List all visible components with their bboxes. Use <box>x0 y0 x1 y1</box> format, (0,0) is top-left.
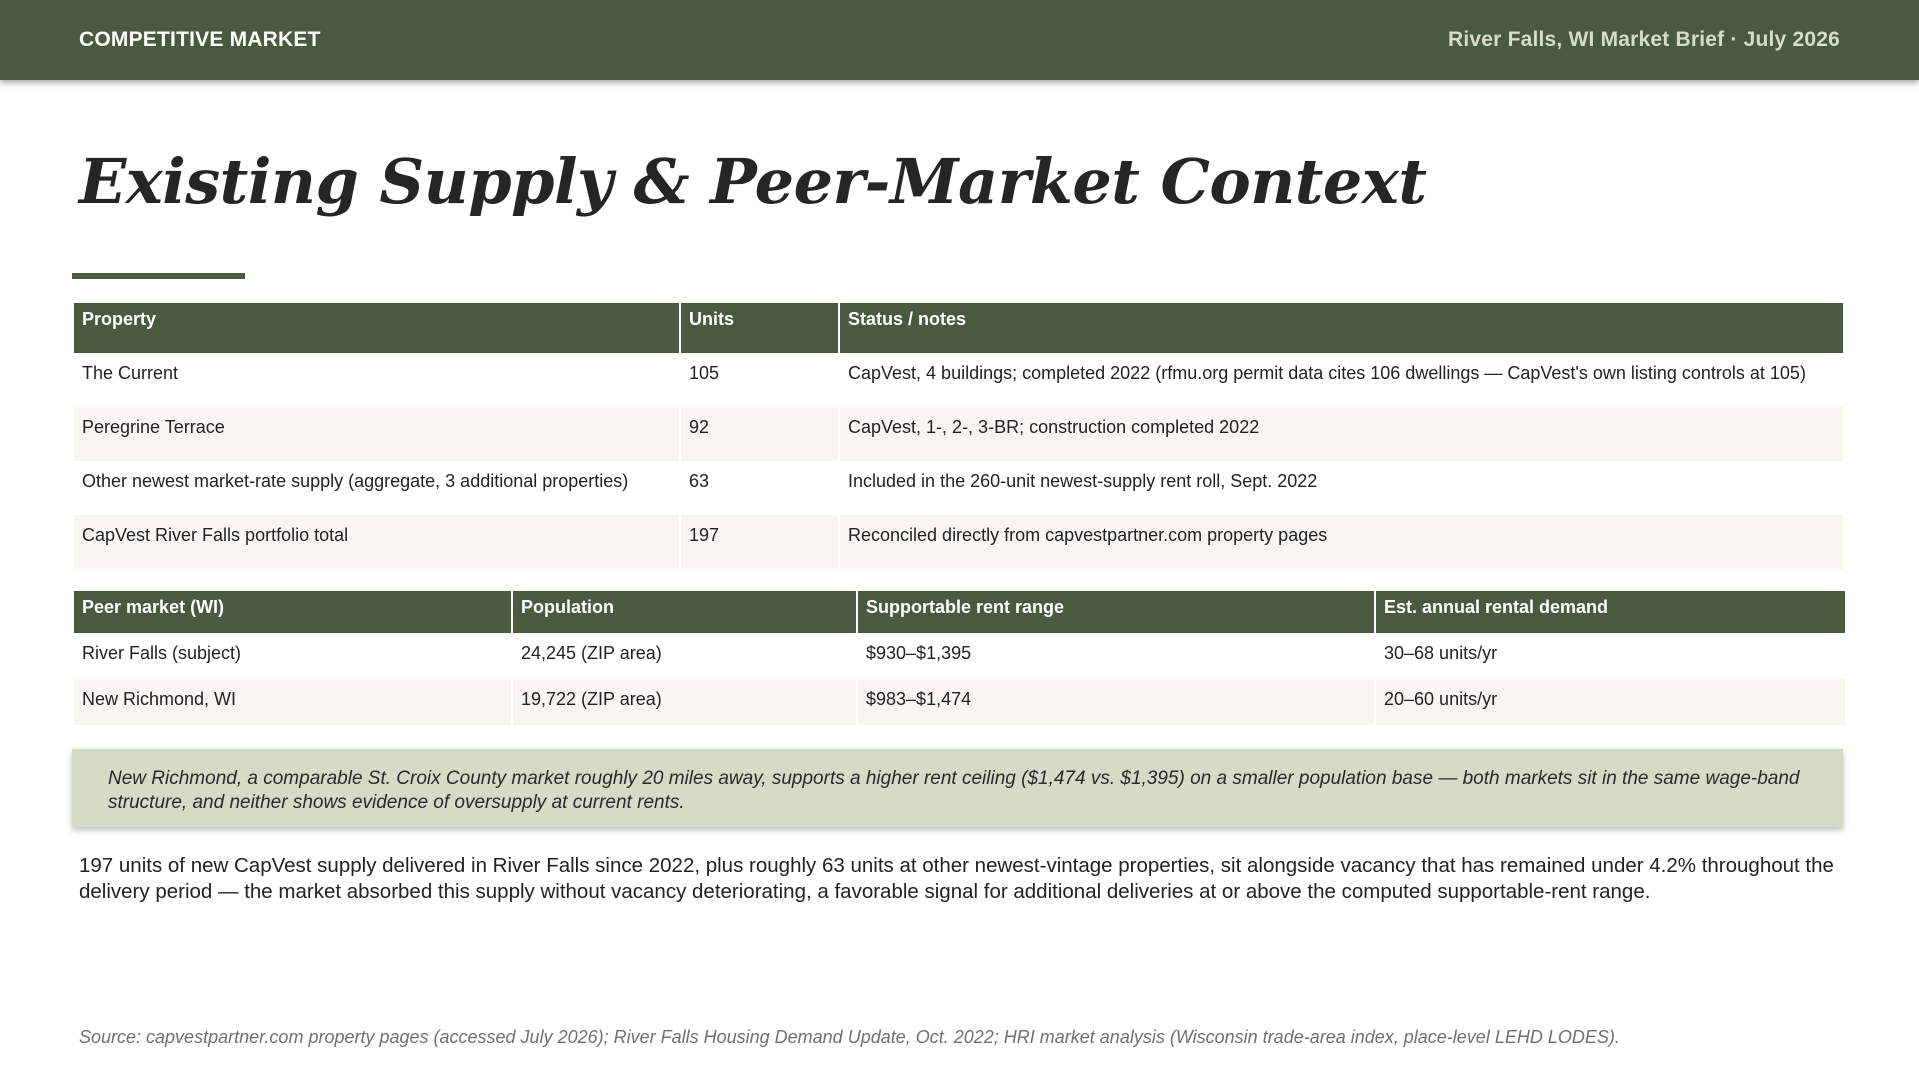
cell-market: New Richmond, WI <box>74 679 511 725</box>
cell-property: CapVest River Falls portfolio total <box>74 515 679 569</box>
column-header-units: Units <box>681 303 838 353</box>
cell-units: 197 <box>681 515 838 569</box>
column-header-rent-range: Supportable rent range <box>858 591 1374 633</box>
cell-notes: CapVest, 1-, 2-, 3-BR; construction completed 2022 <box>840 407 1843 461</box>
peer-table-header <box>74 591 1845 633</box>
cell-notes: Reconciled directly from capvestpartner.com property pages <box>840 515 1843 569</box>
column-header-demand: Est. annual rental demand <box>1376 591 1845 633</box>
source-note: Source: capvestpartner.com property pages (accessed July 2026); River Falls Housing Demand Update, Oct. 2022; HRI market analysis (Wisconsin trade-area index, place-level LEHD LODES). <box>79 1027 1620 1047</box>
cell-units: 63 <box>689 471 710 491</box>
callout-box: New Richmond, a comparable St. Croix County market roughly 20 miles away, supports a higher rent ceiling ($1,474 vs. $1,395) on a smaller population base — both markets sit in the same wage-band structure, and neither shows evidence of oversupply at current rents. <box>72 749 1843 827</box>
table-row <box>74 461 1843 515</box>
cell-rent-range: $983–$1,474 <box>858 679 1374 725</box>
table-row <box>74 515 1843 569</box>
table-row <box>74 633 1845 679</box>
header-bar <box>0 0 1919 80</box>
cell-population: 19,722 (ZIP area) <box>513 679 856 725</box>
column-header-status: Status / notes <box>840 303 1843 353</box>
brief-label: River Falls, WI Market Brief · July 2026 <box>1448 28 1840 51</box>
table-row <box>74 353 1843 407</box>
peer-market-table <box>72 591 1847 725</box>
column-header-population: Population <box>513 591 856 633</box>
section-label: COMPETITIVE MARKET <box>79 28 321 51</box>
page-title: Existing Supply & Peer-Market Context <box>79 145 1427 218</box>
cell-rent-range: $930–$1,395 <box>866 643 972 663</box>
cell-notes: CapVest, 4 buildings; completed 2022 (rfmu.org permit data cites 106 dwellings — CapVest's own listing controls at 105) <box>848 363 1806 383</box>
title-underline <box>72 273 245 279</box>
cell-units: 105 <box>689 363 720 383</box>
table-row <box>74 679 1845 725</box>
cell-market: River Falls (subject) <box>82 643 242 663</box>
table-row <box>74 407 1843 461</box>
column-header-peer-market: Peer market (WI) <box>74 591 511 633</box>
body-paragraph: 197 units of new CapVest supply delivered in River Falls since 2022, plus roughly 63 units at other newest-vintage properties, sit alongside vacancy that has remained under 4.2% throughout the delivery period — the market absorbed this supply without vacancy deteriorating, a favorable signal for additional deliveries at or above the computed supportable-rent range. <box>79 854 1834 903</box>
supply-table <box>72 303 1845 569</box>
cell-population: 24,245 (ZIP area) <box>521 643 662 663</box>
cell-property: The Current <box>82 363 179 383</box>
cell-property: Peregrine Terrace <box>74 407 679 461</box>
cell-notes: Included in the 260-unit newest-supply rent roll, Sept. 2022 <box>848 471 1318 491</box>
cell-demand: 30–68 units/yr <box>1384 643 1498 663</box>
cell-units: 92 <box>681 407 838 461</box>
supply-table-header <box>74 303 1843 353</box>
cell-property: Other newest market-rate supply (aggregate, 3 additional properties) <box>82 471 629 491</box>
cell-demand: 20–60 units/yr <box>1376 679 1845 725</box>
column-header-property: Property <box>74 303 679 353</box>
